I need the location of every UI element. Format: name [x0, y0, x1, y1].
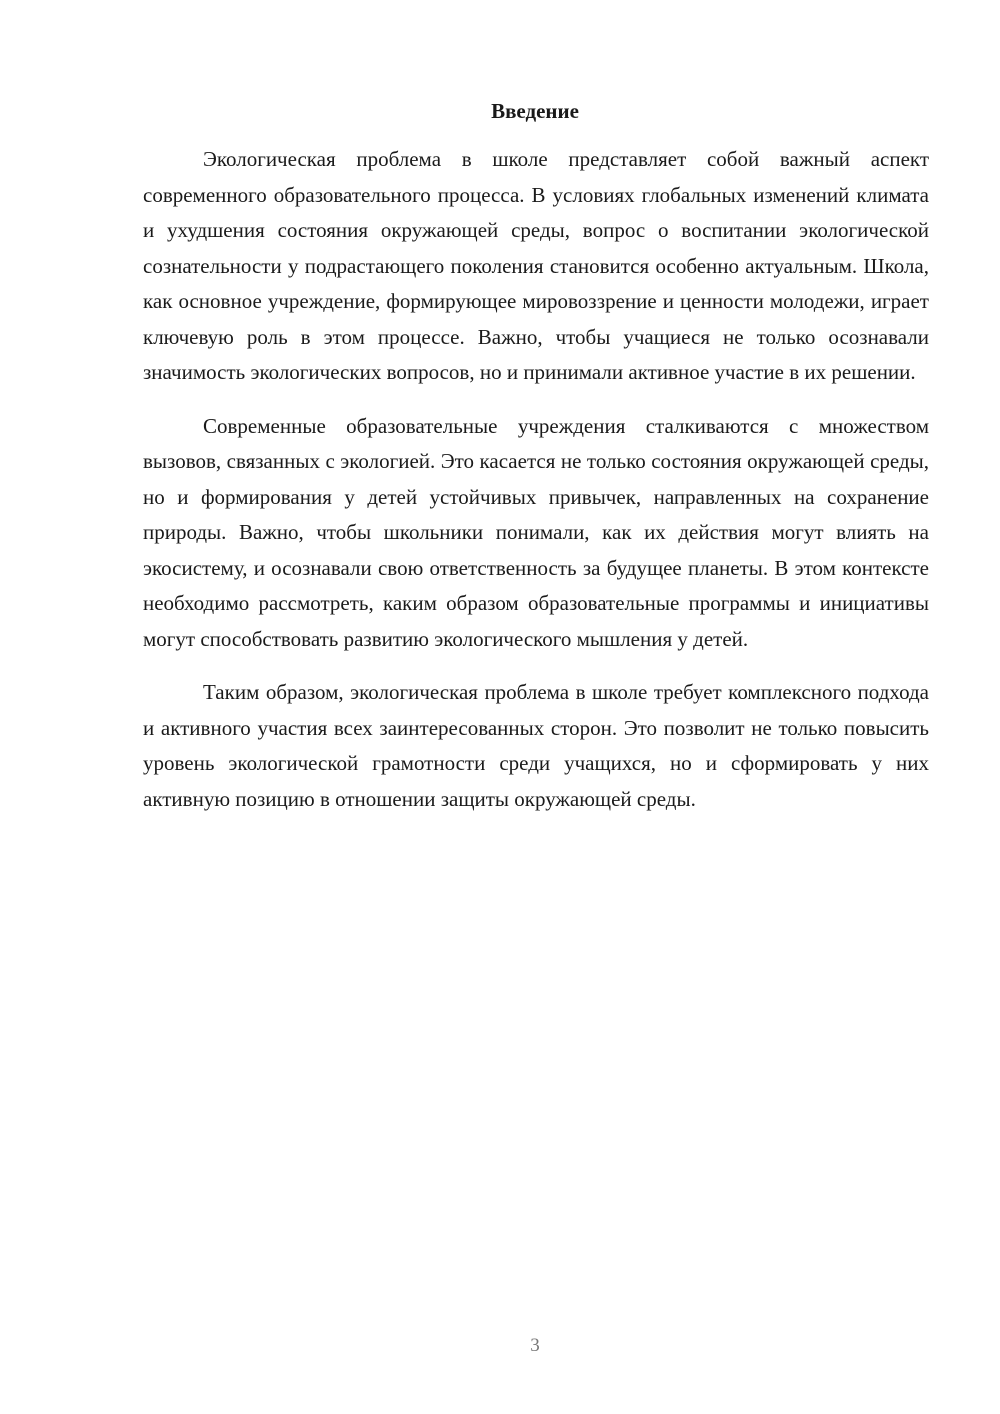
paragraph-2: Современные образовательные учреждения сталкиваются с множеством вызовов, связанных с экологией. Это касается не только состояния окружающей среды, но и формирования у детей устойчивых привычек, направленных на сохранение природы. Важно, чтобы школьники понимали, как их действия могут влиять на экосистему, и осознавали свою ответственность за будущее планеты. В этом контексте необходимо рассмотреть, каким образом образовательные программы и инициативы могут способствовать развитию экологического мышления у детей. — [143, 413, 929, 651]
page-number: 3 — [530, 1335, 540, 1356]
section-title: Введение — [491, 99, 579, 123]
body-text — [143, 142, 929, 835]
paragraph-1: Экологическая проблема в школе представляет собой важный аспект современного образовательного процесса. В условиях глобальных изменений климата и ухудшения состояния окружающей среды, вопрос о воспитании экологической сознательности у подрастающего поколения становится особенно актуальным. Школа, как основное учреждение, формирующее мировоззрение и ценности молодежи, играет ключевую роль в этом процессе. Важно, чтобы учащиеся не только осознавали значимость экологических вопросов, но и принимали активное участие в их решении. — [143, 147, 929, 384]
paragraph-3: Таким образом, экологическая проблема в школе требует комплексного подхода и активного участия всех заинтересованных сторон. Это позволит не только повысить уровень экологической грамотности среди учащихся, но и сформировать у них активную позицию в отношении защиты окружающей среды. — [143, 680, 929, 811]
